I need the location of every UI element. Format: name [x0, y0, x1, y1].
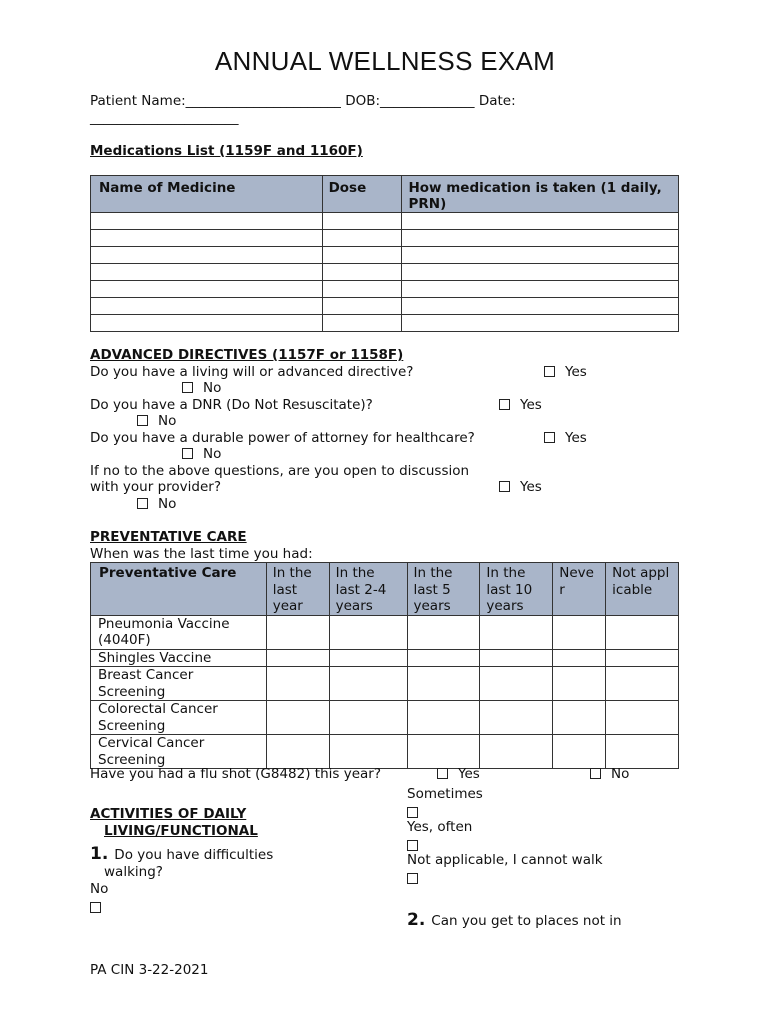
checkbox-icon[interactable] — [90, 902, 101, 913]
question-open-discussion-line1: If no to the above questions, are you open to discussion — [90, 463, 470, 479]
table-row[interactable] — [91, 649, 679, 667]
medication-row[interactable] — [91, 281, 679, 298]
preventative-care-table — [90, 562, 679, 769]
patient-info-line[interactable]: Patient Name:_______________________ DOB:______________ Date: — [90, 93, 516, 109]
question-open-discussion-line2: with your provider? — [90, 479, 221, 495]
advanced-directives-heading: ADVANCED DIRECTIVES (1157F or 1158F) — [90, 347, 404, 363]
question-number: 1. — [90, 844, 109, 864]
prev-row-label: Cervical Cancer Screening — [91, 735, 267, 769]
checkbox-icon[interactable] — [544, 366, 555, 377]
question-flu-shot: Have you had a flu shot (G8482) this year? — [90, 766, 381, 782]
medications-col-name: Name of Medicine — [91, 176, 323, 213]
walking-no-label: No — [90, 881, 109, 897]
checkbox-icon[interactable] — [499, 481, 510, 492]
adl-question-1-line2: walking? — [104, 864, 163, 880]
dnr-yes-option[interactable]: Yes — [499, 397, 542, 413]
prev-col-last-year: In the last year — [266, 563, 329, 616]
page-title: ANNUAL WELLNESS EXAM — [214, 46, 556, 76]
prev-row-label: Breast Cancer Screening — [91, 667, 267, 701]
medications-col-how: How medication is taken (1 daily, PRN) — [402, 176, 679, 213]
adl-heading-line1: ACTIVITIES OF DAILY — [90, 806, 247, 822]
checkbox-icon[interactable] — [544, 432, 555, 443]
medication-row[interactable] — [91, 315, 679, 332]
living-will-no-option[interactable]: No — [182, 380, 221, 396]
walking-not-applicable-checkbox[interactable] — [407, 871, 428, 887]
adl-heading-line2: LIVING/FUNCTIONAL — [104, 823, 258, 839]
footer-form-id: PA CIN 3-22-2021 — [90, 962, 209, 978]
prev-col-care: Preventative Care — [91, 563, 267, 616]
medication-row[interactable] — [91, 247, 679, 264]
checkbox-icon[interactable] — [407, 807, 418, 818]
question-living-will: Do you have a living will or advanced directive? — [90, 364, 414, 380]
checkbox-icon[interactable] — [437, 768, 448, 779]
preventative-intro: When was the last time you had: — [90, 546, 313, 562]
prev-row-label: Pneumonia Vaccine (4040F) — [91, 615, 267, 649]
walking-yes-often-label: Yes, often — [407, 819, 473, 835]
medication-row[interactable] — [91, 298, 679, 315]
checkbox-icon[interactable] — [590, 768, 601, 779]
question-number: 2. — [407, 910, 426, 930]
medications-table — [90, 175, 679, 332]
dnr-no-option[interactable]: No — [137, 413, 176, 429]
discussion-no-option[interactable]: No — [137, 496, 176, 512]
walking-sometimes-label: Sometimes — [407, 786, 483, 802]
walking-not-applicable-label: Not applicable, I cannot walk — [407, 852, 603, 868]
table-row[interactable] — [91, 701, 679, 735]
prev-col-not-applicable: Not applicable — [606, 563, 679, 616]
medications-heading: Medications List (1159F and 1160F) — [90, 143, 363, 159]
medication-row[interactable] — [91, 230, 679, 247]
medications-col-dose: Dose — [322, 176, 402, 213]
adl-question-2: 2. Can you get to places not in — [407, 910, 622, 930]
table-row[interactable] — [91, 615, 679, 649]
checkbox-icon[interactable] — [499, 399, 510, 410]
checkbox-icon[interactable] — [407, 840, 418, 851]
preventative-care-heading: PREVENTATIVE CARE — [90, 529, 247, 545]
walking-no-checkbox[interactable] — [90, 900, 111, 916]
prev-row-label: Shingles Vaccine — [91, 649, 267, 667]
prev-col-5-years: In the last 5 years — [407, 563, 480, 616]
prev-row-label: Colorectal Cancer Screening — [91, 701, 267, 735]
medication-row[interactable] — [91, 213, 679, 230]
poa-yes-option[interactable]: Yes — [544, 430, 587, 446]
flu-no-option[interactable]: No — [590, 766, 629, 782]
medication-row[interactable] — [91, 264, 679, 281]
flu-yes-option[interactable]: Yes — [437, 766, 480, 782]
checkbox-icon[interactable] — [182, 382, 193, 393]
checkbox-icon[interactable] — [182, 448, 193, 459]
checkbox-icon[interactable] — [137, 415, 148, 426]
poa-no-option[interactable]: No — [182, 446, 221, 462]
question-power-of-attorney: Do you have a durable power of attorney for healthcare? — [90, 430, 475, 446]
checkbox-icon[interactable] — [137, 498, 148, 509]
table-row[interactable] — [91, 667, 679, 701]
question-dnr: Do you have a DNR (Do Not Resuscitate)? — [90, 397, 373, 413]
prev-col-2-4-years: In the last 2-4 years — [329, 563, 407, 616]
prev-col-10-years: In the last 10 years — [480, 563, 553, 616]
discussion-yes-option[interactable]: Yes — [499, 479, 542, 495]
date-field-line[interactable]: ______________________ — [90, 110, 239, 126]
adl-question-1: 1. Do you have difficulties — [90, 844, 274, 864]
checkbox-icon[interactable] — [407, 873, 418, 884]
living-will-yes-option[interactable]: Yes — [544, 364, 587, 380]
table-row[interactable] — [91, 735, 679, 769]
prev-col-never: Never — [553, 563, 606, 616]
